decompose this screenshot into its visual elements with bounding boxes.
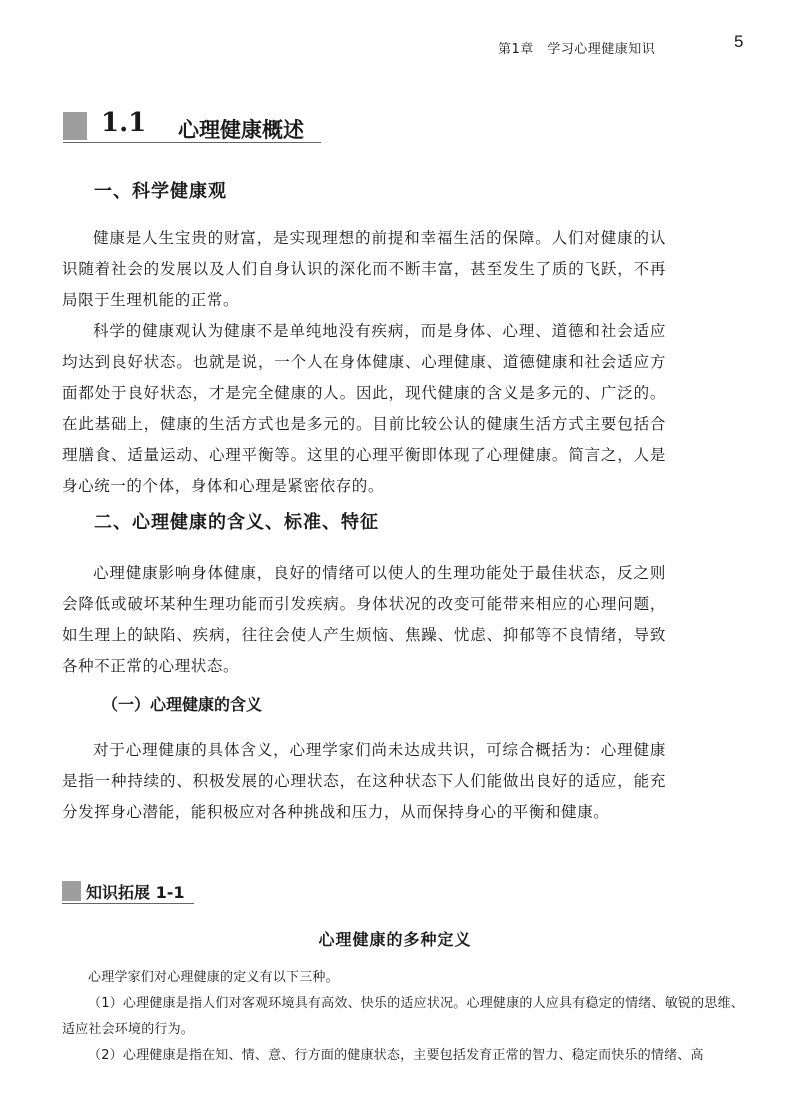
knowledge-item-2: （2）心理健康是指在知、情、意、行方面的健康状态，主要包括发育正常的智力、稳定而快乐的情绪、高 [88, 1048, 704, 1063]
knowledge-box-label: 知识拓展 1-1 [86, 883, 185, 902]
subsection-heading-1: 一、科学健康观 [94, 181, 227, 202]
knowledge-box-title: 心理健康的多种定义 [318, 930, 472, 949]
section-title: 心理健康概述 [178, 118, 304, 142]
chapter-title: 第1章 学习心理健康知识 [498, 42, 656, 57]
paragraph-2: 科学的健康观认为健康不是单纯地没有疾病，而是身体、心理、道德和社会适应均达到良好状态。也就是说，一个人在身体健康、心理健康、道德健康和社会适应方面都处于良好状态，才是完全健康的人。因此，现代健康的含义是多元的、广泛的。在此基础上，健康的生活方式也是多元的。目前比较公认的健康生活方式主要包括合理膳食、适量运动、心理平衡等。这里的心理平衡即体现了心理健康。简言之，人是身心统一的个体，身体和心理是紧密依存的。 [62, 322, 666, 495]
paragraph-4: 对于心理健康的具体含义，心理学家们尚未达成共识，可综合概括为：心理健康是指一种持续的、积极发展的心理状态，在这种状态下人们能做出良好的适应，能充分发挥身心潜能，能积极应对各种挑战和压力，从而保持身心的平衡和健康。 [62, 741, 666, 821]
knowledge-item-1: （1）心理健康是指人们对客观环境具有高效、快乐的适应状况。心理健康的人应具有稳定的情绪、敏锐的思维、适应社会环境的行为。 [62, 996, 744, 1037]
sub-subsection-heading: （一）心理健康的含义 [102, 695, 263, 714]
paragraph-1: 健康是人生宝贵的财富，是实现理想的前提和幸福生活的保障。人们对健康的认识随着社会的发展以及人们自身认识的深化而不断丰富，甚至发生了质的飞跃，不再局限于生理机能的正常。 [62, 229, 666, 309]
heading-marker-block [63, 112, 87, 140]
heading-marker-block [62, 881, 81, 901]
paragraph-3: 心理健康影响身体健康，良好的情绪可以使人的生理功能处于最佳状态，反之则会降低或破坏某种生理功能而引发疾病。身体状况的改变可能带来相应的心理问题，如生理上的缺陷、疾病，往往会使人产生烦恼、焦躁、忧虑、抑郁等不良情绪，导致各种不正常的心理状态。 [62, 564, 666, 675]
knowledge-box-heading [62, 881, 194, 904]
subsection-heading-2: 二、心理健康的含义、标准、特征 [94, 512, 379, 533]
page-number: 5 [734, 32, 744, 51]
section-heading [63, 110, 321, 143]
knowledge-intro: 心理学家们对心理健康的定义有以下三种。 [88, 970, 339, 985]
section-number: 1.1 [101, 108, 147, 138]
